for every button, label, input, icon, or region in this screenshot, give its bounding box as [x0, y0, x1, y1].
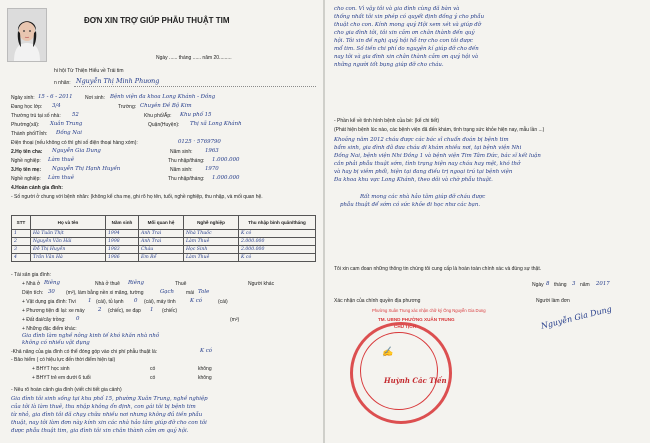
fridge-value: 0	[134, 298, 138, 304]
father-job-label: Nghề nghiệp:	[11, 158, 41, 164]
official-name: Huỳnh Các Tiến	[384, 376, 447, 385]
right-continuation-line: cho con. Vì vậy tôi và gia đình cùng đã bàn và	[334, 6, 460, 12]
table-cell: 1986	[106, 254, 139, 262]
house-rent-value: Riêng	[128, 280, 144, 286]
district-value: Thị xã Long Khánh	[190, 121, 242, 127]
table-cell: Trần Văn Hà	[31, 254, 106, 262]
ac-label: (cái), máy tính	[144, 299, 176, 305]
bhyt-label: + BHYT học sinh	[32, 366, 70, 372]
right-continuation-line: hội. Tôi xin đề nghị quý hội hỗ trợ cho con tôi được	[334, 38, 473, 44]
bike-value: 1	[150, 307, 154, 313]
mother-job-value: Làm thuê	[48, 175, 74, 181]
ac-unit: (cái)	[218, 299, 228, 305]
hamlet-value: Khu phố 15	[180, 112, 212, 118]
father-income-value: 1.000.000	[212, 157, 240, 163]
asset-label: - Tài sản gia đình:	[11, 272, 51, 278]
table-cell: Em Rể	[139, 254, 184, 262]
city-label: Thành phố/Tỉnh:	[11, 131, 48, 137]
bhyt-col1: có	[150, 366, 156, 372]
right-continuation-line: thống nhất tôi xin phép có quyết định đồng ý cho phẫu	[334, 14, 485, 20]
section5-sub: (Phát hiện bệnh lúc nào, các bệnh viện đã đến khám, tình trạng sức khỏe hiện nay, mẫu lần ...)	[334, 127, 545, 133]
table-cell: Đỗ Thị Huyền	[31, 246, 106, 254]
table-cell: 1983	[106, 246, 139, 254]
stamp-org: TM. UBND PHƯỜNG XUÂN TRUNG	[378, 317, 455, 322]
table-cell: K có	[239, 254, 316, 262]
ac-value: K có	[190, 298, 203, 304]
sign-day: 8	[546, 281, 550, 287]
bhyt6-col1: có	[150, 375, 156, 381]
table-cell: Hà Tuân Thịt	[31, 230, 106, 238]
ward-label: Phường(xã):	[11, 122, 40, 128]
other-assets-text2: không có nhiều vật dụng	[22, 340, 90, 346]
section5-label: - Phần kể về tình hình bệnh của bé: (kể chi tiết)	[334, 118, 440, 124]
furniture-value: 1	[88, 298, 92, 304]
table-cell: 2.000.000	[239, 246, 316, 254]
disease-line: Đa khoa khu vực Long Khánh, theo dõi và chờ phẫu thuật.	[334, 177, 493, 183]
house-rent-label: Nhà ở thuê	[95, 281, 120, 287]
table-cell: 3	[12, 246, 31, 254]
school-label: Trường:	[118, 104, 137, 110]
local-confirm-label: Xác nhận của chính quyền địa phương	[334, 298, 421, 304]
furniture-label: + Vật dụng gia đình: Tivi	[22, 299, 76, 305]
disease-line: Rất mong các nhà hảo tâm giúp đỡ cháu được	[360, 194, 486, 200]
table-cell: Anh Trai	[139, 238, 184, 246]
table-cell: 2	[12, 238, 31, 246]
applicant-signature: Nguyễn Gia Dung	[540, 304, 613, 331]
table-cell: 1998	[106, 238, 139, 246]
bhyt6-label: + BHYT trẻ em dưới 6 tuổi	[32, 375, 91, 381]
table-cell: 1	[12, 230, 31, 238]
father-value: Nguyễn Gia Dung	[52, 148, 101, 154]
sign-month-label: tháng	[554, 282, 567, 288]
situation-line: thuật, nay tôi làm đơn này kính xin các nhà hảo tâm giúp đỡ cho con tôi	[11, 420, 207, 426]
mother-birth-label: Năm sinh:	[170, 167, 193, 173]
table-header-row	[12, 216, 316, 230]
table-cell: Cháu	[139, 246, 184, 254]
debt-value: K có	[200, 348, 213, 354]
household-table	[11, 215, 316, 262]
ward-value: Xuân Trung	[50, 121, 83, 127]
table-cell: 1994	[106, 230, 139, 238]
official-seal-inner	[360, 332, 438, 410]
father-job-value: Làm thuê	[48, 157, 74, 163]
birth-value: 15 - 6 - 2011	[38, 94, 73, 100]
table-row	[12, 246, 316, 254]
table-header: Năm sinh	[106, 216, 139, 230]
disease-line: cần phải phẫu thuật sớm, tình trạng hiện nay cháu hay mệt, khó thở	[334, 161, 521, 167]
bhyt6-col2: không	[198, 375, 212, 381]
grade-value: 3/4	[52, 103, 61, 109]
sign-year-label: năm	[580, 282, 590, 288]
mother-income-label: Thu nhập/tháng:	[168, 176, 205, 182]
mother-income-value: 1.000.000	[212, 175, 240, 181]
table-cell: K có	[239, 230, 316, 238]
vehicle-unit: (chiếc), xe đạp	[108, 308, 141, 314]
situation-line: được phẫu thuật tim, gia đình tôi xin chân thành cảm ơn quý hội.	[11, 428, 189, 434]
table-header: Họ và tên	[31, 216, 106, 230]
hamlet-label: Khu phố/Ấp:	[144, 113, 172, 119]
roof-label: mái	[186, 290, 195, 296]
table-cell: 4	[12, 254, 31, 262]
situation-label: - Nêu rõ hoàn cảnh gia đình (viết chi tiết gia cảnh)	[11, 387, 122, 393]
mother-value: Nguyễn Thị Hạnh Huyền	[52, 166, 121, 172]
address-value: 52	[72, 112, 79, 118]
table-row	[12, 230, 316, 238]
house-other-label: Thuê	[175, 281, 187, 287]
right-continuation-line: cho gia đình tôi, tôi xin cảm ơn chân thành đến quý	[334, 30, 475, 36]
area-label: Diện tích:	[22, 290, 44, 296]
sign-date-label: Ngày	[532, 282, 544, 288]
disease-line: phẫu thuật để sớm có sức khỏe đi học như các bạn.	[340, 202, 481, 208]
portrait-image	[8, 9, 46, 61]
table-cell: Nhà Thuốc	[184, 230, 239, 238]
section4-title: 4.Hoàn cảnh gia đình:	[11, 185, 63, 191]
material-value: Gạch	[160, 289, 175, 295]
name-label: n nhân:	[54, 80, 71, 86]
city-value: Đồng Nai	[56, 130, 82, 136]
mother-label: 3.Họ tên mẹ:	[11, 167, 42, 173]
table-cell: Làm Thuê	[184, 254, 239, 262]
other-assets-label: + Những đặc điểm khác:	[22, 326, 77, 332]
situation-line: của tôi là làm thuê, thu nhập không ổn định, con gái tôi bị bệnh tim	[11, 404, 196, 410]
right-continuation-line: nay tôi và gia đình xin chân thành cảm ơn quý hội và	[334, 54, 479, 60]
right-continuation-line: những người tốt bụng giúp đỡ cho cháu.	[334, 62, 444, 68]
grade-label: Đang học lớp:	[11, 104, 43, 110]
table-cell: Anh Trai	[139, 230, 184, 238]
date-line: Ngày ...... tháng ...... năm 20.........	[156, 55, 232, 61]
situation-line: Gia đình tôi sinh sống tại khu phố 15, phường Xuân Trung, nghề nghiệp	[11, 396, 208, 402]
father-income-label: Thu nhập/tháng:	[168, 158, 205, 164]
bhyt-col2: không	[198, 366, 212, 372]
school-value: Chuyên Đề Bộ Kim	[140, 103, 192, 109]
disease-line: Khoảng năm 2012 cháu được các bác sĩ chuẩn đoán bị bệnh tim	[334, 137, 509, 143]
area-value: 30	[48, 289, 55, 295]
household-label: - Số người ở chung với bệnh nhân: (không kể cha mẹ, ghi rõ họ tên, tuổi, nghề nghiệp, thu nhập, và mối quan hệ.	[11, 194, 263, 200]
birthplace-value: Bệnh viện đa khoa Long Khánh - Đồng	[110, 94, 216, 100]
table-cell: 2.000.000	[239, 238, 316, 246]
disease-line: bẩm sinh, gia đình đã đưa cháu đi khám nhiều nơi, tại bệnh viện Nhi	[334, 145, 522, 151]
right-continuation-line: thuật cho con. Kính mong quý Hội xem xét và giúp đỡ	[334, 22, 481, 28]
house-other2-label: Người khác	[248, 281, 275, 287]
situation-line: từ nhỏ, gia đình tôi đã chạy chữa nhiều nơi nhưng không đủ tiền phẫu	[11, 412, 203, 418]
underline	[74, 86, 316, 87]
table-header: Thu nhập bình quân/tháng	[239, 216, 316, 230]
table-cell: Học Sinh	[184, 246, 239, 254]
table-cell: Nguyễn Văn Hải	[31, 238, 106, 246]
disease-line: và hay bị viêm phổi, hiện tại đang điều trị ngoại trú tại bệnh viện	[334, 169, 513, 175]
applicant-label: Người làm đơn	[536, 298, 570, 304]
other-assets-text: Gia đình làm nghề nông kinh tế khó khăn nhà nhỏ	[22, 333, 160, 339]
name-value: Nguyễn Thị Minh Phương	[76, 77, 160, 85]
roof-value: Tole	[198, 289, 210, 295]
vehicle-label: + Phương tiện đi lại: xe máy	[22, 308, 85, 314]
father-birth-value: 1963	[205, 148, 219, 154]
father-label: 2.Họ tên cha:	[11, 149, 43, 155]
form-title: ĐƠN XIN TRỢ GIÚP PHẪU THUẬT TIM	[84, 16, 230, 25]
address-label: Thường trú tại số nhà:	[11, 113, 61, 119]
land-value: 0	[76, 316, 80, 322]
stamp-role: CHỦ TỊCH	[394, 324, 416, 329]
debt-label: -Khả năng của gia đình có thể đóng góp vào chi phí phẫu thuật là:	[11, 349, 158, 355]
table-cell: Làm Thuê	[184, 238, 239, 246]
house-label: + Nhà ở	[22, 281, 41, 287]
table-header: Nghề nghiệp	[184, 216, 239, 230]
phone-value: 0125 · 5769790	[178, 139, 221, 145]
district-label: Quận(Huyện):	[148, 122, 180, 128]
father-birth-label: Năm sinh:	[170, 149, 193, 155]
mother-birth-value: 1970	[205, 166, 219, 172]
right-continuation-line: mổ tim. Số tiền chi phí do nguyện kí giúp đỡ cho đến	[334, 46, 479, 52]
land-label: + Đất đai/cây trồng:	[22, 317, 66, 323]
patient-photo	[7, 8, 47, 62]
official-signature: ✍	[381, 347, 394, 359]
land-unit: (m²)	[230, 317, 240, 323]
sign-month: 3	[572, 281, 576, 287]
phone-label: Điện thoại (nếu không có thì ghi số điện thoại hàng xóm):	[11, 140, 138, 146]
mother-job-label: Nghề nghiệp:	[11, 176, 41, 182]
insurance-label: - Bảo hiểm ( có hiệu lực đến thời điểm hiện tại)	[11, 357, 116, 363]
vehicle-value: 2	[98, 307, 102, 313]
disease-line: Đồng Nai, bệnh viện Nhi Đồng 1 và bệnh viện Tim Tâm Đức, bác sĩ kết luận	[334, 153, 541, 159]
page-fold	[323, 0, 325, 443]
table-header: STT	[12, 216, 31, 230]
house-own-value: Riêng	[44, 280, 60, 286]
birth-label: Ngày sinh:	[11, 95, 35, 101]
commitment-text: Tôi xin cam đoan những thông tin chúng tôi cung cấp là hoàn toàn chính xác và đúng sự thật.	[334, 266, 542, 272]
fridge-label: (cái), tủ lạnh	[96, 299, 124, 305]
material-label: (m²), làm bằng nền xi măng, tường	[66, 290, 144, 296]
sign-year: 2017	[596, 281, 610, 287]
table-row	[12, 238, 316, 246]
table-row	[12, 254, 316, 262]
bike-unit: (chiếc)	[162, 308, 178, 314]
table-header: Mối quan hệ	[139, 216, 184, 230]
stamp-note: Phường Xuân Trung xác nhận chữ ký Ông Nguyễn Gia Dung	[372, 308, 486, 313]
recipient-line: hi hội Từ Thiện Hiểu về Trái tim	[54, 68, 124, 74]
birthplace-label: Nơi sinh:	[85, 95, 105, 101]
